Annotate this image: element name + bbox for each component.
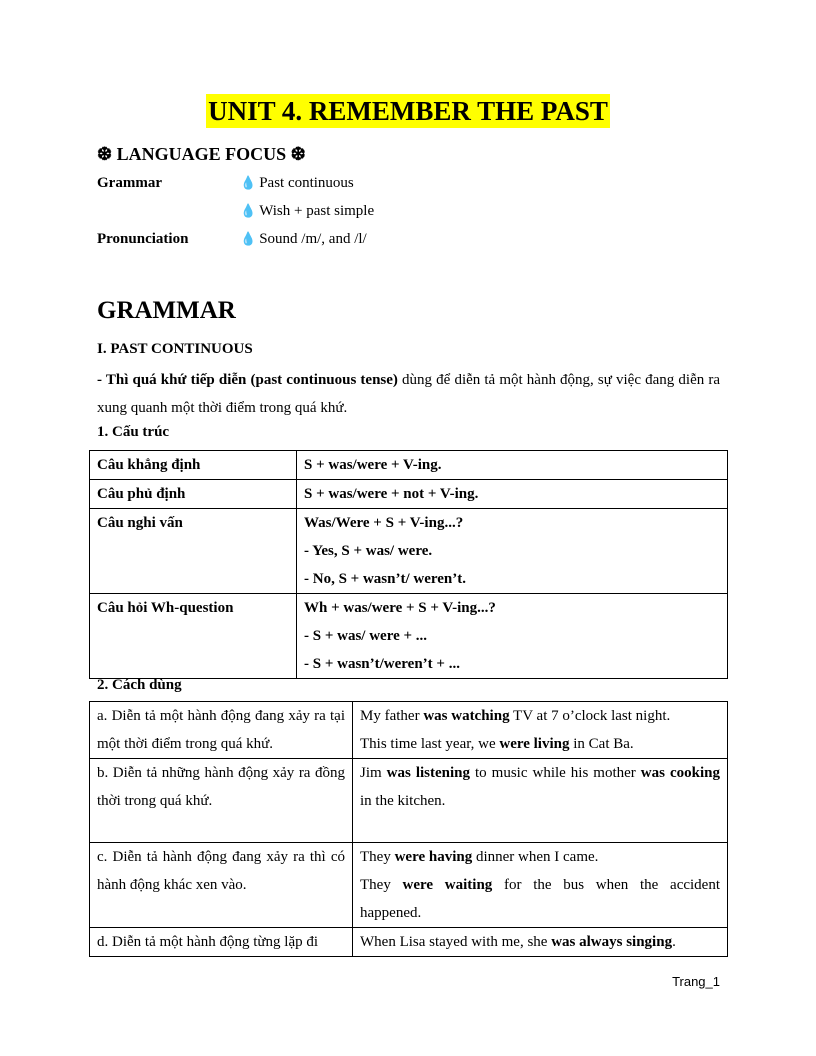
- usage-examples: They were having dinner when I came. They were waiting for the bus when the accident happened.: [353, 843, 728, 928]
- usage-label: b. Diễn tả những hành động xảy ra đồng thời trong quá khứ.: [90, 759, 353, 843]
- language-focus-row: [97, 173, 657, 193]
- table-row: [90, 759, 728, 843]
- intro-text: dùng để diễn tả một hành động, sự việc đang diễn ra xung quanh một thời điểm trong quá khứ.: [97, 372, 720, 416]
- structure-label: Câu hỏi Wh-question: [90, 594, 297, 679]
- language-focus-label: Grammar: [97, 175, 162, 191]
- usage-examples: When Lisa stayed with me, she was always singing.: [353, 928, 728, 957]
- structure-table: [89, 450, 728, 679]
- usage-table: [89, 701, 728, 957]
- usage-label: d. Diễn tả một hành động từng lặp đi: [90, 928, 353, 957]
- table-row: [90, 509, 728, 594]
- structure-formula: S + was/were + not + V-ing.: [297, 480, 728, 509]
- table-row: [90, 480, 728, 509]
- structure-label: Câu phủ định: [90, 480, 297, 509]
- language-focus-label: Pronunciation: [97, 231, 189, 247]
- language-focus-item: 💧 Sound /m/, and /l/: [240, 231, 367, 247]
- table-row: [90, 594, 728, 679]
- language-focus-row: [97, 201, 657, 221]
- intro-paragraph: [97, 366, 720, 422]
- usage-label: c. Diễn tả hành động đang xảy ra thì có hành động khác xen vào.: [90, 843, 353, 928]
- drop-icon: 💧: [240, 175, 257, 190]
- title-block: [0, 94, 816, 128]
- table-row: [90, 843, 728, 928]
- usage-examples: My father was watching TV at 7 o’clock last night. This time last year, we were living in Cat Ba.: [353, 702, 728, 759]
- table-row: [90, 928, 728, 957]
- language-focus-row: [97, 229, 657, 249]
- structure-heading: 1. Cấu trúc: [97, 424, 170, 440]
- intro-bold: - Thì quá khứ tiếp diễn (past continuous tense): [97, 372, 398, 388]
- structure-label: Câu nghi vấn: [90, 509, 297, 594]
- unit-title: UNIT 4. REMEMBER THE PAST: [208, 96, 608, 126]
- usage-examples: Jim was listening to music while his mother was cooking in the kitchen.: [353, 759, 728, 843]
- language-focus-heading: ❆ LANGUAGE FOCUS ❆: [97, 144, 306, 164]
- structure-label: Câu khẳng định: [90, 451, 297, 480]
- grammar-heading: GRAMMAR: [97, 297, 236, 324]
- drop-icon: 💧: [240, 203, 257, 218]
- drop-icon: 💧: [240, 231, 257, 246]
- language-focus-item: 💧 Past continuous: [240, 175, 354, 191]
- usage-label: a. Diễn tả một hành động đang xảy ra tại một thời điểm trong quá khứ.: [90, 702, 353, 759]
- section-heading: I. PAST CONTINUOUS: [97, 341, 253, 357]
- structure-formula: Wh + was/were + S + V-ing...? - S + was/ were + ... - S + wasn’t/weren’t + ...: [297, 594, 728, 679]
- structure-formula: S + was/were + V-ing.: [297, 451, 728, 480]
- usage-heading: 2. Cách dùng: [97, 677, 182, 693]
- structure-formula: Was/Were + S + V-ing...? - Yes, S + was/ were. - No, S + wasn’t/ weren’t.: [297, 509, 728, 594]
- table-row: [90, 702, 728, 759]
- table-row: [90, 451, 728, 480]
- language-focus-item: 💧 Wish + past simple: [240, 203, 375, 219]
- page-number: Trang_1: [672, 974, 720, 989]
